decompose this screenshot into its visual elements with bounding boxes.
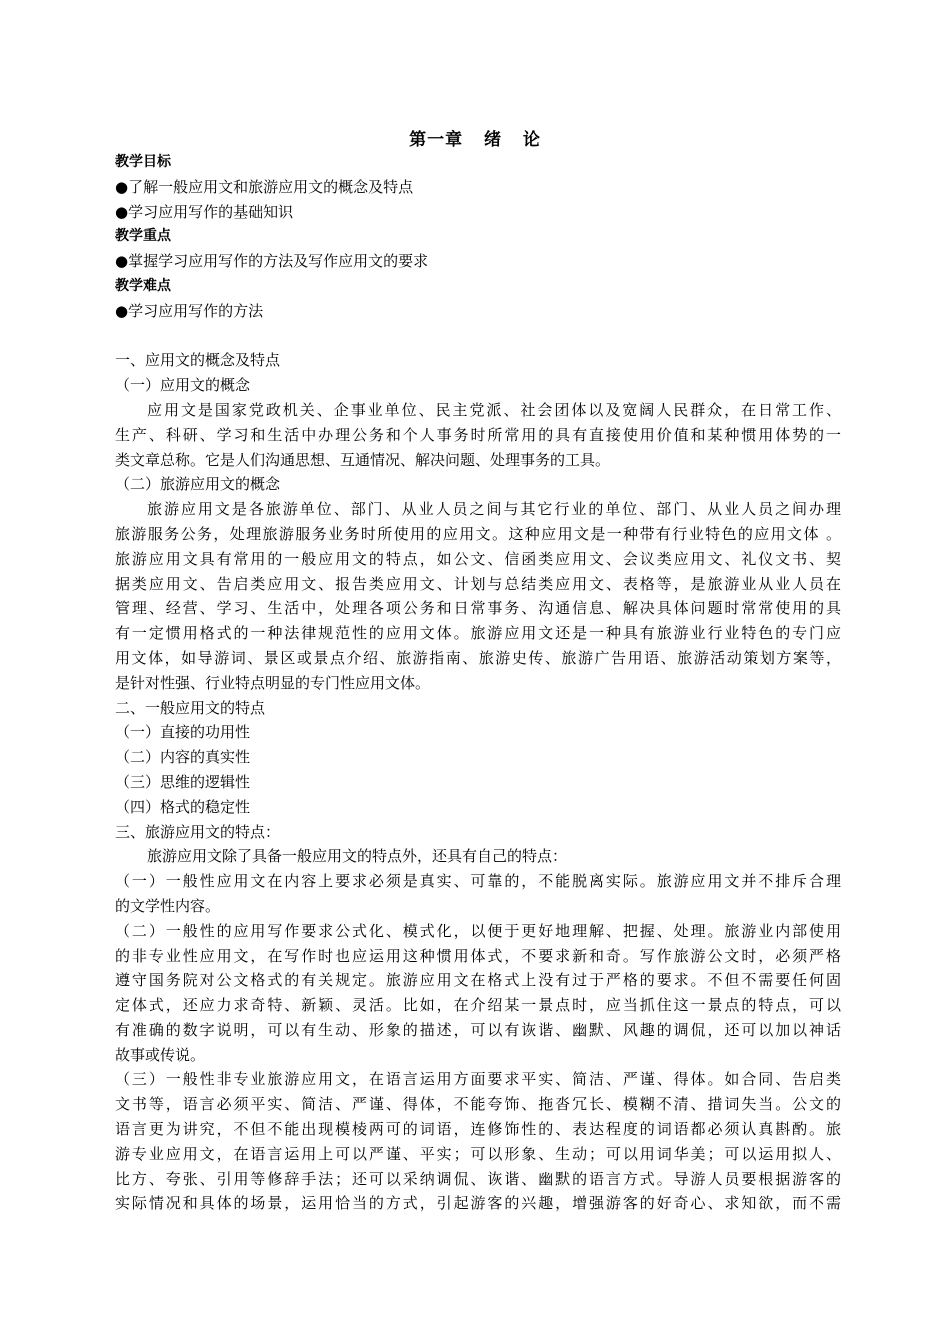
paragraph-line: 是针对性强、行业特点明显的专门性应用文体。	[115, 673, 431, 692]
section-3-paragraph-2	[115, 919, 841, 1068]
paragraph-line: 用文体，如导游词、景区或景点介绍、旅游指南、旅游史传、旅游广告用语、旅游活动策划方案等，	[115, 648, 841, 667]
section-1-title: 一、应用文的概念及特点	[115, 351, 281, 370]
paragraph-line: （三）一般性非专业旅游应用文，在语言运用方面要求平实、简洁、严谨、得体。如合同、告启类	[115, 1070, 841, 1089]
paragraph-line: 的文学性内容。	[115, 896, 221, 915]
section-2-item: （四）格式的稳定性	[115, 797, 251, 816]
objectives-heading: 教学目标	[115, 154, 171, 170]
paragraph-line: 旅游应用文具有常用的一般应用文的特点，如公文、信函类应用文、会议类应用文、礼仪文书、契	[115, 549, 841, 568]
paragraph-line: 有一定惯用格式的一种法律规范性的应用文体。旅游应用文还是一种具有旅游业行业特色的专门应	[115, 624, 841, 643]
section-1-2-paragraph	[115, 497, 841, 695]
section-1-1-paragraph	[115, 398, 841, 472]
key-point-item: ●掌握学习应用写作的方法及写作应用文的要求	[115, 252, 429, 271]
section-3-paragraph-3	[115, 1067, 841, 1216]
paragraph-line: 语言更为讲究，不但不能出现模棱两可的词语，连修饰性的、表达程度的词语都必须认真斟酌。旅	[115, 1120, 841, 1139]
paragraph-line: 生产、科研、学习和生活中办理公务和个人事务时所常用的具有直接使用价值和某种惯用体势的一	[115, 425, 841, 444]
blank-line	[115, 324, 841, 349]
paragraph-line: 文书等，语言必须平实、简洁、严谨、得体，不能夸饰、拖沓冗长、模糊不清、措词失当。公文的	[115, 1095, 841, 1114]
section-1-2-title: （二）旅游应用文的概念	[115, 475, 281, 494]
paragraph-line: 应用文是国家党政机关、企事业单位、民主党派、社会团体以及宽阔人民群众，在日常工作、	[147, 400, 841, 419]
section-2-item: （三）思维的逻辑性	[115, 772, 251, 791]
paragraph-line: 旅游服务公务，处理旅游服务业务时所使用的应用文。这种应用文是一种带有行业特色的应用文体 。	[115, 524, 841, 543]
section-2-title: 二、一般应用文的特点	[115, 698, 266, 717]
section-2-item: （一）直接的功用性	[115, 723, 251, 742]
document-body	[115, 150, 841, 1216]
paragraph-line: 游专业应用文，在语言运用上可以严谨、平实；可以形象、生动；可以用词华美；可以运用拟人、	[115, 1144, 841, 1163]
section-3-intro: 旅游应用文除了具备一般应用文的特点外，还具有自己的特点：	[147, 847, 568, 866]
paragraph-line: 有准确的数字说明，可以有生动、形象的描述，可以有诙谐、幽默、风趣的调侃，还可以加以神话	[115, 1020, 841, 1039]
paragraph-line: 比方、夸张、引用等修辞手法；还可以采纳调侃、诙谐、幽默的语言方式。导游人员要根据游客的	[115, 1169, 841, 1188]
paragraph-line: 的非专业性应用文，在写作时也应运用这种惯用体式，不要求新和奇。写作旅游公文时，必须严格	[115, 946, 841, 965]
section-2-item: （二）内容的真实性	[115, 748, 251, 767]
key-points-heading: 教学重点	[115, 228, 171, 245]
paragraph-line: 遵守国务院对公文格式的有关规定。旅游应用文在格式上没有过于严格的要求。不但不需要任何固	[115, 971, 841, 990]
paragraph-line: 实际情况和具体的场景，运用恰当的方式，引起游客的兴趣，增强游客的好奇心、求知欲，而不需	[115, 1194, 841, 1213]
paragraph-line: 定体式，还应力求奇特、新颖、灵活。比如，在介绍某一景点时，应当抓住这一景点的特点，可以	[115, 996, 841, 1015]
paragraph-line: （二）一般性的应用写作要求公式化、模式化，以便于更好地理解、把握、处理。旅游业内部使用	[115, 921, 841, 940]
paragraph-line: （一）一般性应用文在内容上要求必须是真实、可靠的，不能脱离实际。旅游应用文并不排斥合理	[115, 872, 841, 891]
paragraph-line: 管理、经营、学习、生活中，处理各项公务和日常事务、沟通信息、解决具体问题时常常使用的具	[115, 599, 841, 618]
section-3-paragraph-1	[115, 869, 841, 919]
paragraph-line: 类文章总称。它是人们沟通思想、互通情况、解决问题、处理事务的工具。	[115, 450, 611, 469]
section-1-1-title: （一）应用文的概念	[115, 376, 251, 395]
paragraph-line: 故事或传说。	[115, 1045, 206, 1064]
paragraph-line: 据类应用文、告启类应用文、报告类应用文、计划与总结类应用文、表格等，是旅游业从业人员在	[115, 574, 841, 593]
section-3-title: 三、旅游应用文的特点：	[115, 822, 281, 841]
objective-item: ●学习应用写作的基础知识	[115, 202, 294, 221]
paragraph-line: 旅游应用文是各旅游单位、部门、从业人员之间与其它行业的单位、部门、从业人员之间办理	[147, 500, 841, 519]
difficulty-item: ●学习应用写作的方法	[115, 301, 264, 320]
difficulties-heading: 教学难点	[115, 277, 171, 294]
chapter-title: 第一章 绪 论	[409, 130, 541, 150]
objective-item: ●了解一般应用文和旅游应用文的概念及特点	[115, 177, 414, 196]
